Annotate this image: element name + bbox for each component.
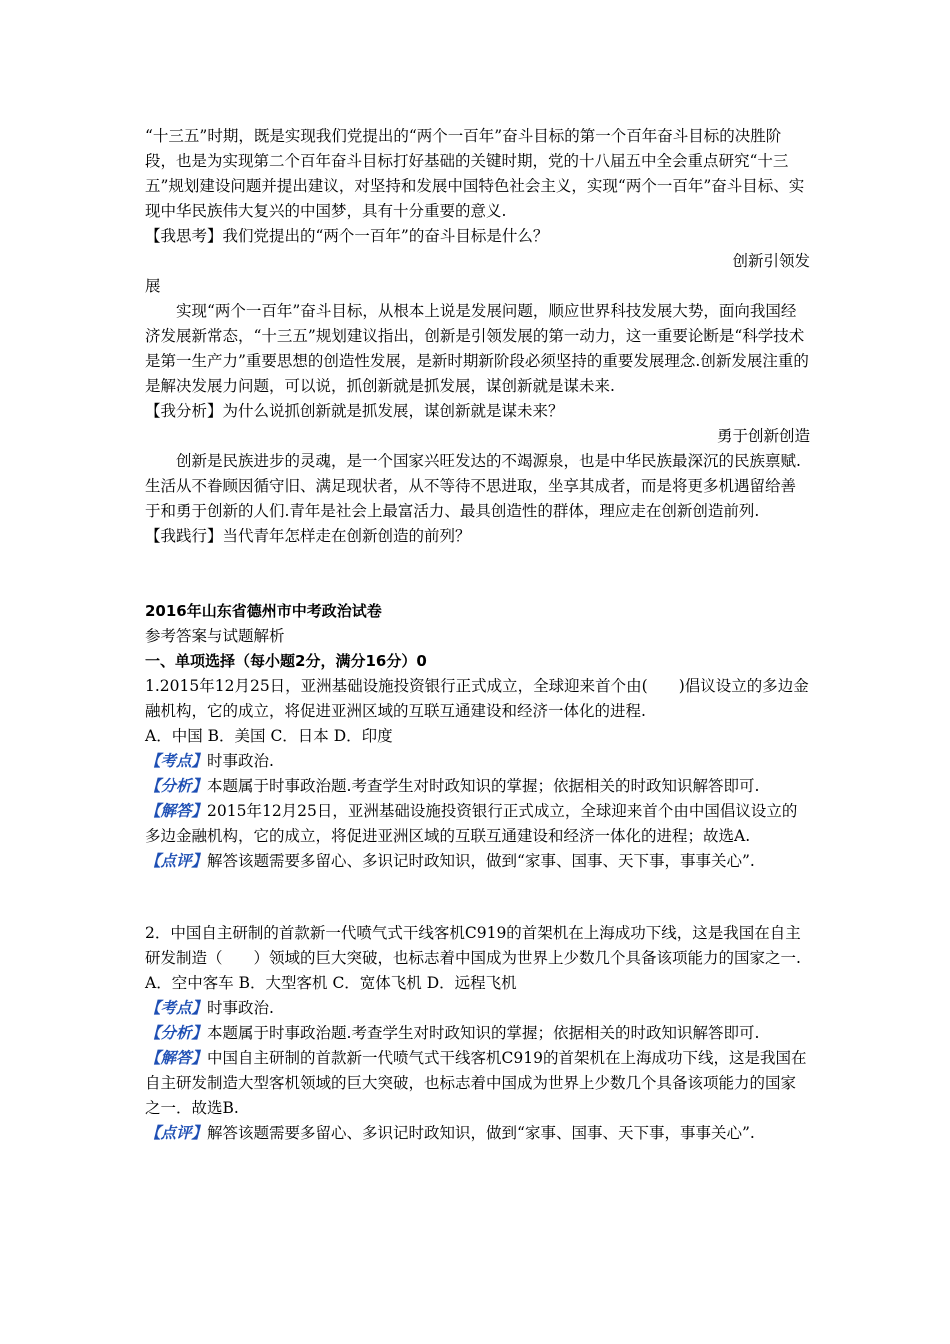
dianping-text: 解答该题需要多留心、多识记时政知识，做到“家事、国事、天下事，事事关心”. — [207, 852, 755, 870]
paragraph-innovation-soul: 创新是民族进步的灵魂，是一个国家兴旺发达的不竭源泉，也是中华民族最深沉的民族禀赋.生活从不眷顾因循守旧、满足现状者，从不等待不思进取，坐享其成者，而是将更多机遇留给善于和勇于创新的人们.青年是社会上最富活力、最具创造性的群体，理应走在创新创造前列. — [145, 452, 801, 520]
paragraph-development: 实现“两个一百年”奋斗目标，从根本上说是发展问题，顺应世界科技发展大势，面向我国经济发展新常态，“十三五”规划建议指出，创新是引领发展的第一动力，这一重要论断是“科学技术是第一生产力”重要思想的创造性发展，是新时期新阶段必须坚持的重要发展理念.创新发展注重的是解决发展力问题，可以说，抓创新就是抓发展，谋创新就是谋未来. — [145, 302, 809, 395]
dianping-label: 【点评】 — [145, 852, 208, 870]
question-stem: 2．中国自主研制的首款新一代喷气式干线客机C919的首架机在上海成功下线，这是我国在自主研发制造（ ）领域的巨大突破，也标志着中国成为世界上少数几个具备该项能力的国家之一. — [145, 924, 801, 967]
exam-subtitle: 参考答案与试题解析 — [145, 627, 285, 645]
jieda-text: 2015年12月25日，亚洲基础设施投资银行正式成立，全球迎来首个由中国倡议设立的多边金融机构，它的成立，将促进亚洲区域的互联互通建设和经济一体化的进程；故选A. — [145, 802, 798, 845]
document-body — [145, 124, 810, 1146]
section-heading-brave-innovation: 勇于创新创造 — [716, 427, 810, 445]
kaodian-label: 【考点】 — [145, 999, 208, 1017]
kaodian-text: 时事政治. — [207, 752, 274, 770]
jieda-line — [145, 1046, 810, 1121]
fenxi-line — [145, 774, 810, 799]
jieda-label: 【解答】 — [145, 802, 208, 820]
section-heading-innovation-lead: 创新引领发 — [732, 252, 810, 270]
question-options: A．中国 B．美国 C．日本 D．印度 — [145, 727, 393, 745]
jieda-text: 中国自主研制的首款新一代喷气式干线客机C919的首架机在上海成功下线，这是我国在自主研发制造大型客机领域的巨大突破，也标志着中国成为世界上少数几个具备该项能力的国家之一．故选B. — [145, 1049, 807, 1117]
jieda-line — [145, 799, 810, 849]
think-question: 【我思考】我们党提出的“两个一百年”的奋斗目标是什么？ — [145, 227, 549, 245]
dianping-line — [145, 1121, 810, 1146]
analyze-question: 【我分析】为什么说抓创新就是抓发展，谋创新就是谋未来？ — [145, 402, 564, 420]
question-2 — [145, 921, 810, 1146]
exam-title: 2016年山东省德州市中考政治试卷 — [145, 602, 382, 620]
kaodian-text: 时事政治. — [207, 999, 274, 1017]
jieda-label: 【解答】 — [145, 1049, 208, 1067]
practice-question: 【我践行】当代青年怎样走在创新创造的前列？ — [145, 527, 471, 545]
question-stem: 1.2015年12月25日，亚洲基础设施投资银行正式成立，全球迎来首个由( )倡议设立的多边金融机构，它的成立，将促进亚洲区域的互联互通建设和经济一体化的进程. — [145, 677, 809, 720]
fenxi-line — [145, 1021, 810, 1046]
dianping-label: 【点评】 — [145, 1124, 208, 1142]
fenxi-label: 【分析】 — [145, 777, 208, 795]
intro-paragraph: “十三五”时期，既是实现我们党提出的“两个一百年”奋斗目标的第一个百年奋斗目标的决胜阶段，也是为实现第二个百年奋斗目标打好基础的关键时期，党的十八届五中全会重点研究“十三五”规划建设问题并提出建议，对坚持和发展中国特色社会主义，实现“两个一百年”奋斗目标、实现中华民族伟大复兴的中国梦，具有十分重要的意义. — [145, 127, 805, 220]
question-options: A．空中客车 B．大型客机 C．宽体飞机 D．远程飞机 — [145, 974, 517, 992]
kaodian-line — [145, 749, 810, 774]
spacer — [145, 549, 810, 599]
section-heading-innovation-lead-wrap: 展 — [145, 277, 161, 295]
kaodian-label: 【考点】 — [145, 752, 208, 770]
dianping-text: 解答该题需要多留心、多识记时政知识，做到“家事、国事、天下事，事事关心”. — [207, 1124, 755, 1142]
fenxi-label: 【分析】 — [145, 1024, 208, 1042]
question-1 — [145, 674, 810, 874]
fenxi-text: 本题属于时事政治题.考查学生对时政知识的掌握；依据相关的时政知识解答即可. — [207, 1024, 760, 1042]
kaodian-line — [145, 996, 810, 1021]
dianping-line — [145, 849, 810, 874]
exam-section-heading: 一、单项选择（每小题2分，满分16分）0 — [145, 652, 427, 670]
spacer — [145, 874, 810, 921]
fenxi-text: 本题属于时事政治题.考查学生对时政知识的掌握；依据相关的时政知识解答即可. — [207, 777, 760, 795]
